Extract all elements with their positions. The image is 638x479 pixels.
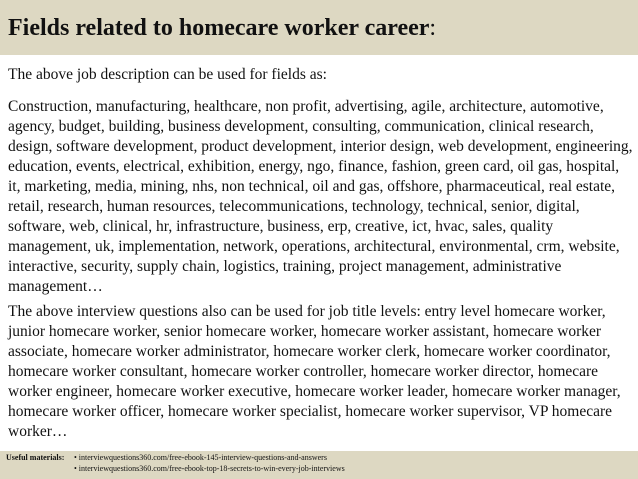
slide-title-colon: : bbox=[429, 15, 437, 41]
footer-label: Useful materials: bbox=[6, 453, 65, 462]
footer-link-ebook-145[interactable]: • interviewquestions360.com/free-ebook-145-interview-questions-and-answers bbox=[74, 453, 327, 462]
slide-title bbox=[8, 14, 436, 42]
fields-paragraph: Construction, manufacturing, healthcare, non profit, advertising, agile, architecture, automotive, agency, budget, building, business development, consulting, communication, clinical research, design, software development, product development, interior design, web development, engineering, education, events, electrical, exhibition, energy, ngo, finance, fashion, green card, oil gas, hospital, it, marketing, media, mining, nhs, non technical, oil and gas, offshore, pharmaceutical, real estate, retail, research, human resources, telecommunications, technology, technical, senior, digital, software, web, clinical, hr, infrastructure, business, erp, creative, ict, hvac, sales, quality management, uk, implementation, network, operations, architectural, environmental, crm, website, interactive, security, supply chain, logistics, training, project management, administrative management… bbox=[8, 98, 633, 295]
footer-link-ebook-top-18[interactable]: • interviewquestions360.com/free-ebook-top-18-secrets-to-win-every-job-interviews bbox=[74, 464, 345, 473]
job-levels-paragraph: The above interview questions also can be used for job title levels: entry level homecare worker, junior homecare worker, senior homecare worker, homecare worker assistant, homecare worker associate, homecare worker administrator, homecare worker clerk, homecare worker coordinator, homecare worker consultant, homecare worker controller, homecare worker director, homecare worker engineer, homecare worker executive, homecare worker leader, homecare worker manager, homecare worker officer, homecare worker specialist, homecare worker supervisor, VP homecare worker… bbox=[8, 303, 621, 440]
intro-paragraph: The above job description can be used for fields as: bbox=[8, 66, 327, 83]
slide-title-text: Fields related to homecare worker career bbox=[8, 15, 430, 41]
